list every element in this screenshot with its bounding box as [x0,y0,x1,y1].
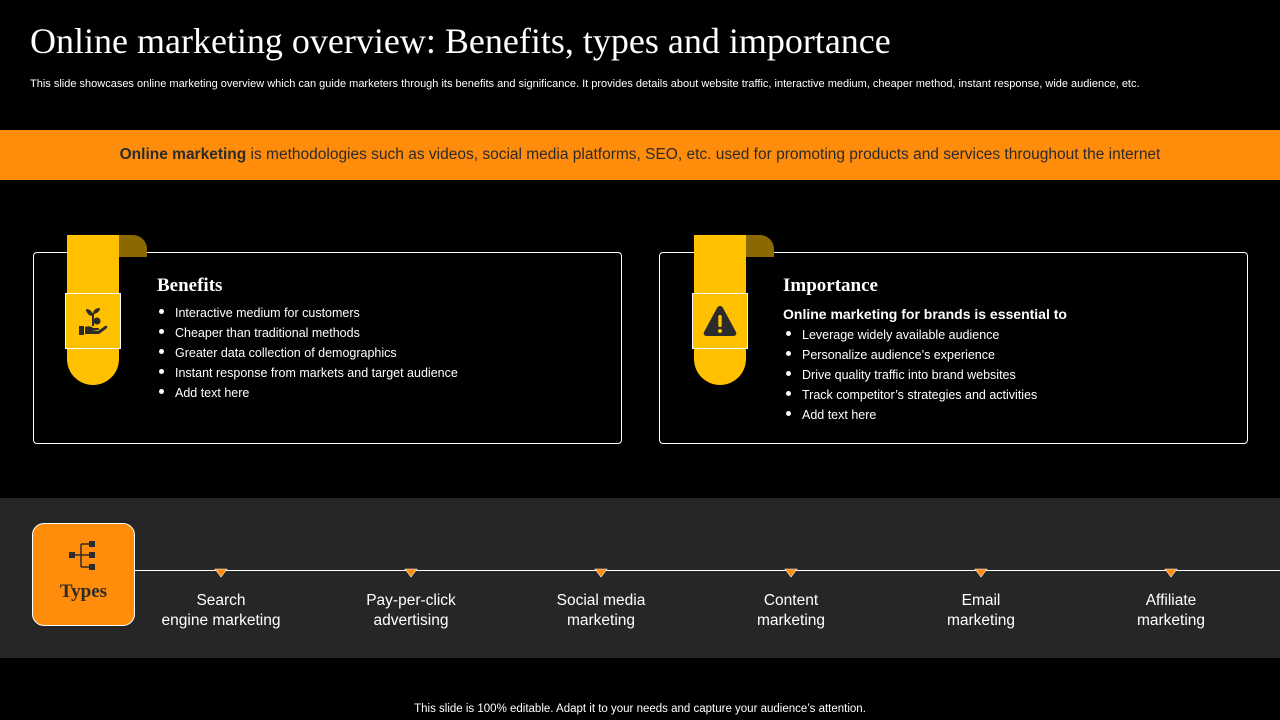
types-band [0,498,1280,658]
type-label-content: Content marketing [756,592,826,629]
hierarchy-icon [69,540,97,572]
banner-bold-text: Online marketing [119,146,247,163]
benefits-list [157,303,458,403]
list-item: Personalize audience’s experience [784,345,1037,365]
list-item: Greater data collection of demographics [157,343,458,363]
list-item: Interactive medium for customers [157,303,458,323]
importance-list [784,325,1037,425]
list-item: Cheaper than traditional methods [157,323,458,343]
definition-banner [0,130,1280,180]
type-label-affiliate: Affiliate marketing [1136,592,1206,629]
timeline-marker [594,566,608,580]
footer-note: This slide is 100% editable. Adapt it to your needs and capture your audience’s attention. [414,703,866,715]
importance-title: Importance [783,275,878,296]
types-box [32,523,135,626]
warning-icon [692,293,748,349]
plant-in-hand-icon [65,293,121,349]
importance-subtitle: Online marketing for brands is essential to [783,306,1067,322]
timeline-marker [1164,566,1178,580]
type-label-pay-per-click: Pay-per-click advertising [366,592,456,629]
ribbon-fold [746,235,774,257]
importance-ribbon [694,235,774,385]
banner-text: is methodologies such as videos, social media platforms, SEO, etc. used for promoting products and services throughout the internet [246,146,1161,163]
benefits-title: Benefits [157,275,223,296]
list-item: Add text here [784,405,1037,425]
timeline-line [135,570,1280,571]
timeline-marker [974,566,988,580]
list-item: Drive quality traffic into brand websites [784,365,1037,385]
timeline-marker [404,566,418,580]
timeline-marker [784,566,798,580]
slide-title: Online marketing overview: Benefits, types and importance [30,21,891,61]
type-label-social-media: Social media marketing [556,592,646,629]
slide-subtitle: This slide showcases online marketing overview which can guide marketers through its benefits and significance. It provides details about website traffic, interactive medium, cheaper method, instant response, wide audience, etc. [30,78,1140,90]
type-label-search-engine-marketing: Search engine marketing [161,592,281,629]
type-label-email: Email marketing [946,592,1016,629]
list-item: Track competitor’s strategies and activities [784,385,1037,405]
list-item: Leverage widely available audience [784,325,1037,345]
benefits-ribbon [67,235,147,385]
ribbon-fold [119,235,147,257]
timeline-marker [214,566,228,580]
list-item: Instant response from markets and target audience [157,363,458,383]
types-label: Types [59,581,108,602]
list-item: Add text here [157,383,458,403]
